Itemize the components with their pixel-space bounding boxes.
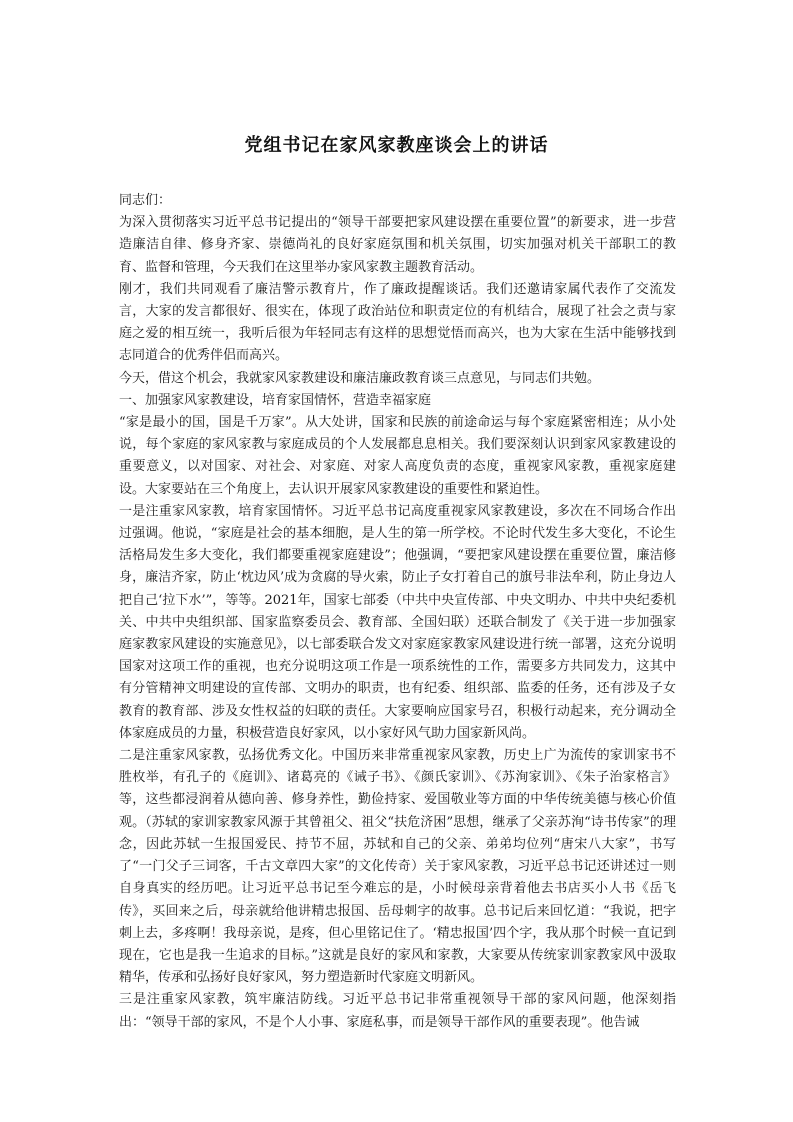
paragraph-family-nation: “家是最小的国，国是千万家”。从大处讲，国家和民族的前途命运与每个家庭紧密相连；从小处说，每个家庭的家风家教与家庭成员的个人发展都息息相关。我们要深刻认识到家风家教建设的重要意义，以对国家、对社会、对家庭、对家人高度负责的态度，重视家风家教，重视家庭建设。大家要站在三个角度上，去认识开展家风家教建设的重要性和紧迫性。 [119,415,676,497]
paragraph-intro: 为深入贯彻落实习近平总书记提出的“领导干部要把家风建设摆在重要位置”的新要求，进一步营造廉洁自律、修身齐家、崇德尚礼的良好家庭氛围和机关氛围，切实加强对机关干部职工的教育、监督和管理，今天我们在这里举办家风家教主题教育活动。 [119,215,676,275]
paragraph-review: 刚才，我们共同观看了廉洁警示教育片，作了廉政提醒谈话。我们还邀请家属代表作了交流发言，大家的发言都很好、很实在，体现了政治站位和职责定位的有机结合，展现了社会之责与家庭之爱的相互统一，我听后很为年轻同志有这样的思想觉悟而高兴，也为大家在生活中能够找到志同道合的优秀伴侣而高兴。 [119,281,676,364]
paragraph-point-3: 三是注重家风家教，筑牢廉洁防线。习近平总书记非常重视领导干部的家风问题，他深刻指出：“领导干部的家风，不是个人小事、家庭私事，而是领导干部作风的重要表现”。他告诫 [119,992,676,1030]
paragraph-point-2: 二是注重家风家教，弘扬优秀文化。中国历来非常重视家风家教，历史上广为流传的家训家书不胜枚举，有孔子的《庭训》、诸葛亮的《诫子书》、《颜氏家训》、《苏洵家训》、《朱子治家格言》等，这些都浸润着从德向善、修身养性，勤俭持家、爱国敬业等方面的中华传统美德与核心价值观。（苏轼的家训家教家风源于其曾祖父、祖父“扶危济困”思想，继承了父亲苏洵“诗书传家”的理念，因此苏轼一生报国爱民、持节不屈，苏轼和自己的父亲、弟弟均位列“唐宋八大家”，书写了“一门父子三词客，千古文章四大家”的文化传奇）关于家风家教，习近平总书记还讲述过一则自身真实的经历吧。让习近平总书记至今难忘的是，小时候母亲背着他去书店买小人书《岳飞传》，买回来之后，母亲就给他讲精忠报国、岳母刺字的故事。总书记后来回忆道：“我说，把字刺上去，多疼啊！我母亲说，是疼，但心里铭记住了。‘精忠报国’四个字，我从那个时候一直记到现在，它也是我一生追求的目标。”这就是良好的家风和家教，大家要从传统家训家教家风中汲取精华，传承和弘扬好良好家风，努力塑造新时代家庭文明新风。 [119,748,676,986]
section-heading-1: 一、加强家风家教建设，培育家国情怀，营造幸福家庭 [119,392,432,408]
paragraph-purpose: 今天，借这个机会，我就家风家教建设和廉洁廉政教育谈三点意见，与同志们共勉。 [119,370,601,386]
document-title: 党组书记在家风家教座谈会上的讲话 [244,135,549,156]
document-body [119,190,676,1034]
paragraph-point-1: 一是注重家风家教，培育家国情怀。习近平总书记高度重视家风家教建设，多次在不同场合作出过强调。他说，“家庭是社会的基本细胞，是人生的第一所学校。不论时代发生多大变化，不论生活格局发生多大变化，我们都要重视家庭建设”；他强调，“要把家风建设摆在重要位置，廉洁修身，廉洁齐家，防止‘枕边风’成为贪腐的导火索，防止子女打着自己的旗号非法牟利，防止身边人把自己‘拉下水’”，等等。2021年，国家七部委（中共中央宣传部、中央文明办、中共中央纪委机关、中共中央组织部、国家监察委员会、教育部、全国妇联）还联合制发了《关于进一步加强家庭家教家风建设的实施意见》，以七部委联合发文对家庭家教家风建设进行统一部署，这充分说明国家对这项工作的重视，也充分说明这项工作是一项系统性的工作，需要多方共同发力，这其中有分管精神文明建设的宣传部、文明办的职责，也有纪委、组织部、监委的任务，还有涉及子女教育的教育部、涉及女性权益的妇联的责任。大家要响应国家号召，积极行动起来，充分调动全体家庭成员的力量，积极营造良好家风，以小家好风气助力国家新风尚。 [119,503,676,741]
salutation: 同志们： [119,193,172,208]
